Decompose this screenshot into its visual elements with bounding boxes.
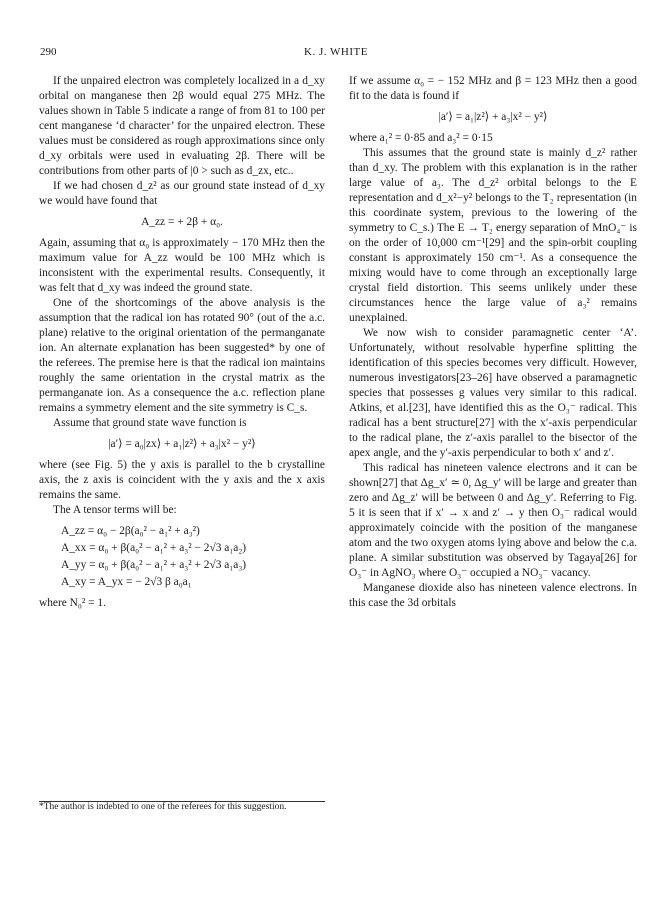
- paragraph: where (see Fig. 5) the y axis is parallel to the b crystalline axis, the z axis is coincident with the y axis and the x axis remains the same.: [39, 459, 325, 501]
- equation: A_xx = α₀ + β(a₀² − a₁² + a₃² − 2√3 a₁a₂): [61, 542, 247, 554]
- paragraph: If we had chosen d_z² as our ground state instead of d_xy we would have found that: [39, 180, 325, 207]
- page-number: 290: [40, 46, 57, 58]
- right-column: [349, 74, 637, 611]
- equation: |a′⟩ = a₁|z²⟩ + a₃|x² − y²⟩: [438, 111, 548, 123]
- paragraph: Again, assuming that α₀ is approximately − 170 MHz then the maximum value for A_zz would be 100 MHz which is inconsistent with the experimental results. Consequently, it was felt that d_xy was indeed the ground state.: [39, 237, 325, 294]
- paragraph: where a₁² = 0·85 and a₃² = 0·15: [349, 132, 493, 144]
- paragraph: This assumes that the ground state is mainly d_z² rather than d_xy. The problem with this explanation is in the rather large value of a₃. The d_z² orbital belongs to the E representation and d_x²−y² belongs to the T₂ representation (in this coordinate system, previous to the lowering of the symmetry to C_s.) The E → T₂ energy separation of MnO₄⁻ is on the order of 10,000 cm⁻¹[29] and the spin-orbit coupling constant is approximately 150 cm⁻¹. As a consequence the mixing would have to come through an exceptionally large crystal field distortion. This seems unlikely under these circumstances hence the large value of a₃² remains unexplained.: [349, 147, 637, 324]
- paragraph: If the unpaired electron was completely localized in a d_xy orbital on manganese then 2β would equal 275 MHz. The values shown in Table 5 indicate a range of from 81 to 100 per cent manganese ‘d character’ for the unpaired electron. These values must be considered as rough approximations since only d_xy orbitals were used in evaluating 2β. There will be contributions from other parts of |0 > such as d_zx, etc..: [39, 75, 325, 177]
- footnote: *The author is indebted to one of the referees for this suggestion.: [39, 802, 287, 812]
- paragraph: Assume that ground state wave function is: [53, 417, 247, 429]
- equation: A_zz = α₀ − 2β(a₀² − a₁² + a₃²): [61, 525, 200, 537]
- equation: |a′⟩ = a₀|zx⟩ + a₁|z²⟩ + a₃|x² − y²⟩: [108, 438, 256, 450]
- paragraph: Manganese dioxide also has nineteen valence electrons. In this case the 3d orbitals: [349, 582, 637, 609]
- equation: A_zz = + 2β + α₀.: [141, 216, 223, 228]
- paragraph: The A tensor terms will be:: [53, 504, 177, 516]
- paragraph: where N₀² = 1.: [39, 597, 106, 609]
- running-head: K. J. WHITE: [304, 46, 368, 58]
- tensor-equations: [61, 524, 325, 590]
- equation: A_xy = A_yx = − 2√3 β a₀a₁: [61, 576, 192, 588]
- paragraph: This radical has nineteen valence electrons and it can be shown[27] that Δg_x′ ≃ 0, Δg_y′ will be large and greater than zero and Δg_z′ will be between 0 and Δg_y′. Referring to Fig. 5 it is seen that if x′ → x and z′ → y then O₃⁻ radical would approximately coincide with the position of the manganese atom and the two oxygen atoms lying above and below the c.a. plane. A similar substitution was observed by Tagaya[26] for O₃⁻ in AgNO₃ where O₃⁻ occupied a NO₃⁻ vacancy.: [349, 462, 637, 579]
- paragraph: We now wish to consider paramagnetic center ‘A’. Unfortunately, without resolvable hyperfine splitting the identification of this species becomes very difficult. However, numerous investigators[23–26] have observed a paramagnetic species that possesses g values very similar to this radical. Atkins, et al.[23], have identified this as the O₃⁻ radical. This radical has a bent structure[27] with the x′-axis perpendicular to the radical plane, the z′-axis parallel to the bisector of the apex angle, and the y′-axis perpendicular to both x′ and z′.: [349, 327, 637, 459]
- paragraph: One of the shortcomings of the above analysis is the assumption that the radical ion has rotated 90° (out of the a.c. plane) relative to the original orientation of the permanganate ion. An alternate explanation has been suggested* by one of the referees. The premise here is that the radical ion maintains roughly the same orientation in the crystal matrix as the permanganate ion. As a consequence the a.c. reflection plane remains a symmetry element and the site symmetry is C_s.: [39, 297, 325, 414]
- paragraph: If we assume α₀ = − 152 MHz and β = 123 MHz then a good fit to the data is found if: [349, 75, 637, 102]
- left-column: [39, 74, 325, 611]
- page-header: [0, 46, 672, 62]
- equation: A_yy = α₀ + β(a₀² − a₁² + a₃² + 2√3 a₁a₃): [61, 559, 247, 571]
